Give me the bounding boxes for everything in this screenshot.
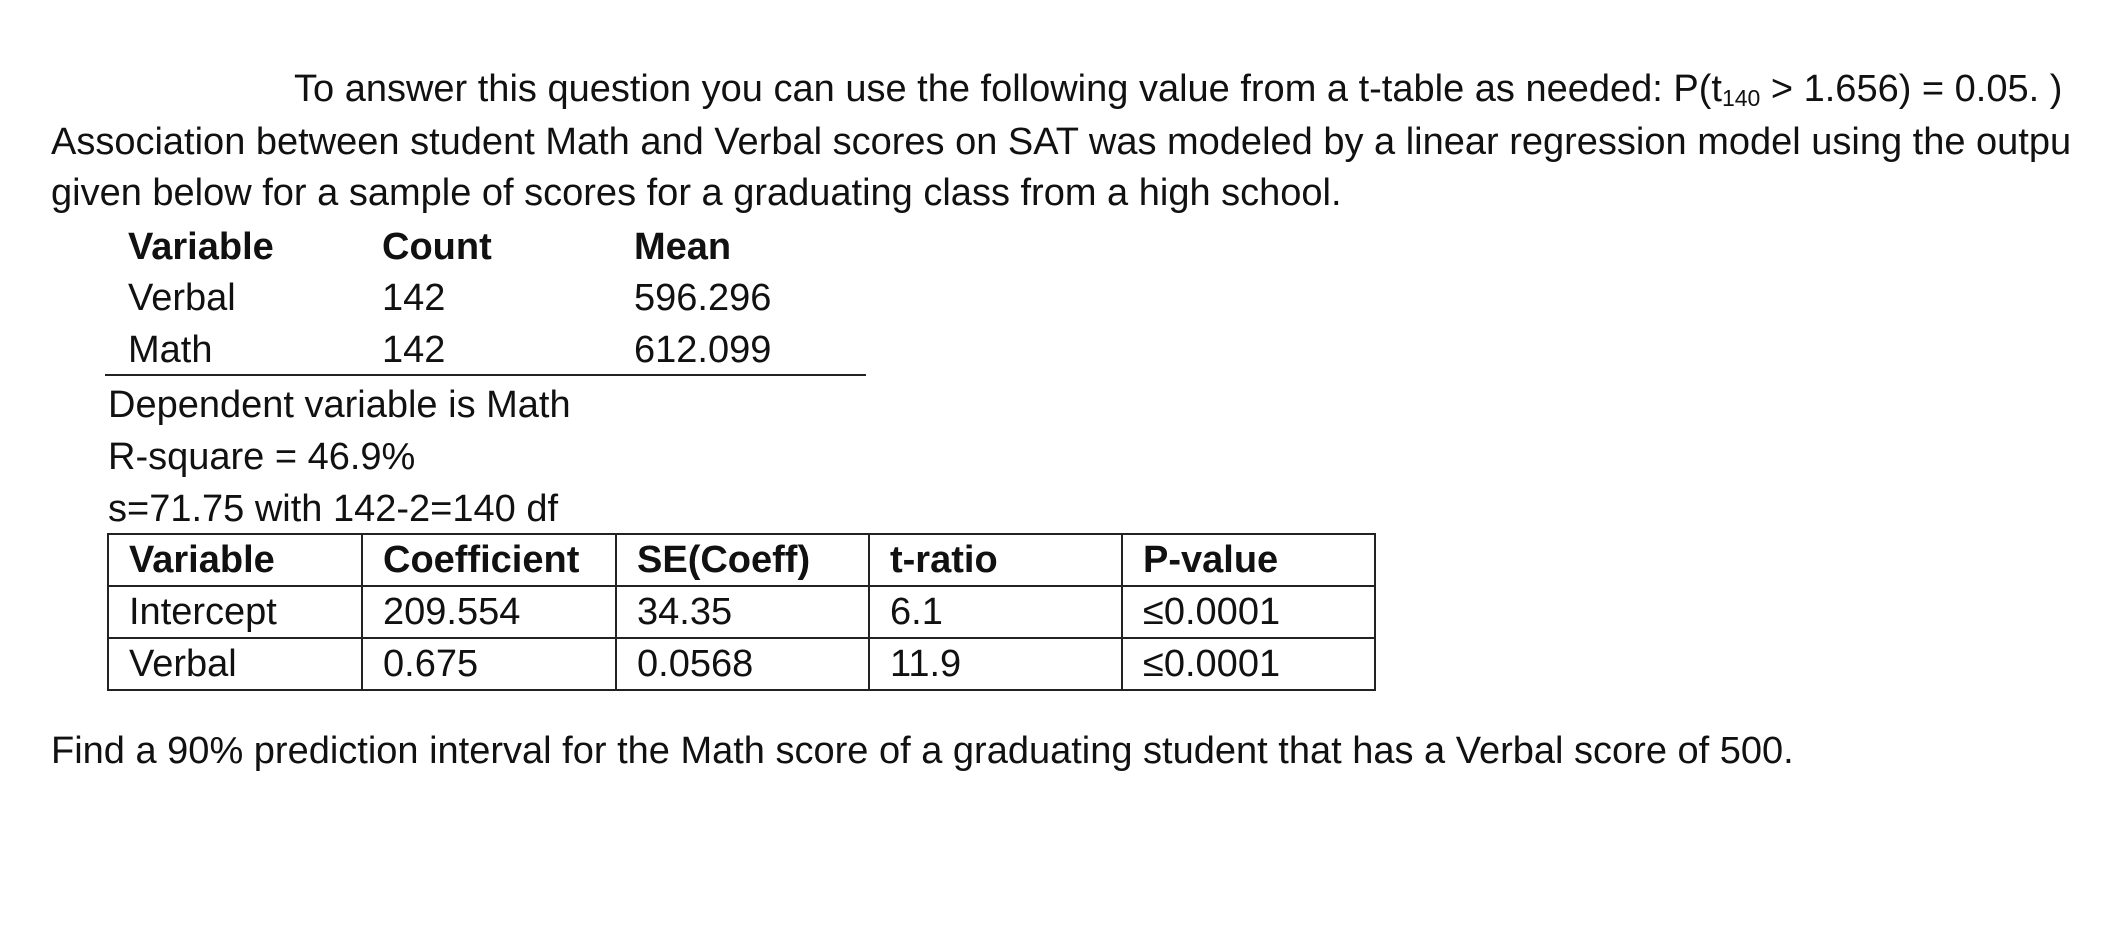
t-table-note xyxy=(294,68,2063,111)
table-cell: Verbal xyxy=(108,638,362,690)
t-table-note-suffix: > 1.656) = 0.05. ) xyxy=(1760,68,2063,110)
table-cell: 11.9 xyxy=(869,638,1122,690)
table-cell: ≤0.0001 xyxy=(1122,638,1375,690)
summary-cell: 612.099 xyxy=(634,329,772,371)
summary-header-variable: Variable xyxy=(128,226,274,268)
summary-cell: 142 xyxy=(382,329,446,371)
table-cell: ≤0.0001 xyxy=(1122,586,1375,638)
regression-header-coefficient: Coefficient xyxy=(362,534,616,586)
table-cell: 209.554 xyxy=(362,586,616,638)
dependent-variable-line: Dependent variable is Math xyxy=(108,384,571,426)
regression-header-p-value: P-value xyxy=(1122,534,1375,586)
table-cell: 0.0568 xyxy=(616,638,869,690)
table-cell: 6.1 xyxy=(869,586,1122,638)
regression-header-variable: Variable xyxy=(108,534,362,586)
table-cell: Intercept xyxy=(108,586,362,638)
t-df-subscript: 140 xyxy=(1721,85,1761,111)
summary-header-mean: Mean xyxy=(634,226,732,268)
table-row xyxy=(108,586,1375,638)
t-table-note-prefix: To answer this question you can use the following value from a t-table as needed: P(t xyxy=(294,68,1722,110)
regression-header-se: SE(Coeff) xyxy=(616,534,869,586)
table-row xyxy=(108,638,1375,690)
summary-cell: 142 xyxy=(382,277,446,319)
regression-header-row xyxy=(108,534,1375,586)
summary-cell: 596.296 xyxy=(634,277,772,319)
summary-cell: Verbal xyxy=(128,277,236,319)
question-text: Find a 90% prediction interval for the Math score of a graduating student that has a Verbal score of 500. xyxy=(51,730,1794,772)
summary-header-count: Count xyxy=(382,226,492,268)
intro-line-3: given below for a sample of scores for a graduating class from a high school. xyxy=(51,172,1342,214)
table-cell: 0.675 xyxy=(362,638,616,690)
summary-bottom-rule xyxy=(105,374,866,376)
regression-header-t-ratio: t-ratio xyxy=(869,534,1122,586)
intro-line-2: Association between student Math and Verbal scores on SAT was modeled by a linear regression model using the outpu xyxy=(51,121,2072,163)
s-df-line: s=71.75 with 142-2=140 df xyxy=(108,488,559,530)
r-square-line: R-square = 46.9% xyxy=(108,436,416,478)
summary-cell: Math xyxy=(128,329,213,371)
table-cell: 34.35 xyxy=(616,586,869,638)
regression-table xyxy=(107,533,1376,691)
